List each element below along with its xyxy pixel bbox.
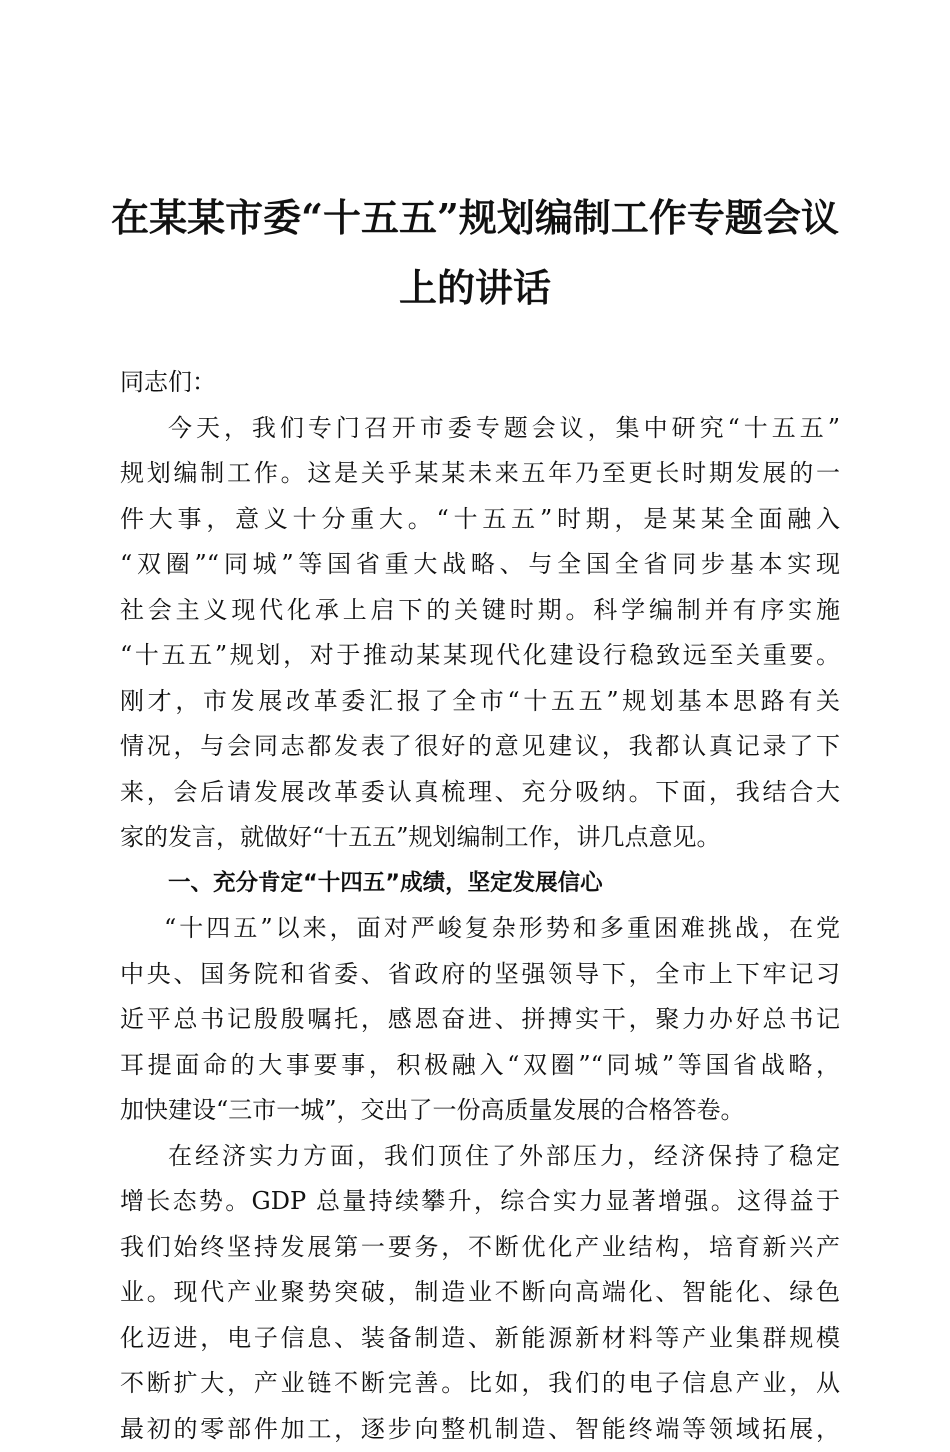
paragraph-2-line: 近平总书记殷殷嘱托，感恩奋进、拼搏实干，聚力办好总书记 (120, 997, 840, 1043)
paragraph-1-line: 家的发言，就做好“十五五”规划编制工作，讲几点意见。 (120, 815, 840, 861)
paragraph-1-line: 今天，我们专门召开市委专题会议，集中研究“十五五” (120, 406, 840, 452)
paragraph-3-line: 业。现代产业聚势突破，制造业不断向高端化、智能化、绿色 (120, 1270, 840, 1316)
paragraph-1-line: 件大事，意义十分重大。“十五五”时期，是某某全面融入 (120, 497, 840, 543)
paragraph-3-line: 我们始终坚持发展第一要务，不断优化产业结构，培育新兴产 (120, 1225, 840, 1271)
paragraph-1-line: 刚才，市发展改革委汇报了全市“十五五”规划基本思路有关 (120, 679, 840, 725)
paragraph-1-line: “十五五”规划，对于推动某某现代化建设行稳致远至关重要。 (120, 633, 840, 679)
greeting: 同志们： (120, 360, 840, 406)
paragraph-1-line: “双圈”“同城”等国省重大战略、与全国全省同步基本实现 (120, 542, 840, 588)
document-title-line-1: 在某某市委“十五五”规划编制工作专题会议 (100, 196, 850, 240)
paragraph-3-line: 化迈进，电子信息、装备制造、新能源新材料等产业集群规模 (120, 1316, 840, 1362)
paragraph-3-line: 不断扩大，产业链不断完善。比如，我们的电子信息产业，从 (120, 1361, 840, 1407)
paragraph-3-line: 在经济实力方面，我们顶住了外部压力，经济保持了稳定 (120, 1134, 840, 1180)
paragraph-1-line: 社会主义现代化承上启下的关键时期。科学编制并有序实施 (120, 588, 840, 634)
paragraph-1-line: 规划编制工作。这是关乎某某未来五年乃至更长时期发展的一 (120, 451, 840, 497)
paragraph-2-line: 中央、国务院和省委、省政府的坚强领导下，全市上下牢记习 (120, 952, 840, 998)
paragraph-3-line: 最初的零部件加工，逐步向整机制造、智能终端等领域拓展， (120, 1407, 840, 1452)
paragraph-2-line: “十四五”以来，面对严峻复杂形势和多重困难挑战，在党 (120, 906, 840, 952)
paragraph-3-line: 增长态势。GDP 总量持续攀升，综合实力显著增强。这得益于 (120, 1179, 840, 1225)
paragraph-2-line: 加快建设“三市一城”，交出了一份高质量发展的合格答卷。 (120, 1088, 840, 1134)
paragraph-2-line: 耳提面命的大事要事，积极融入“双圈”“同城”等国省战略， (120, 1043, 840, 1089)
paragraph-1-line: 情况，与会同志都发表了很好的意见建议，我都认真记录了下 (120, 724, 840, 770)
document-title-line-2: 上的讲话 (100, 266, 850, 310)
document-body (120, 360, 840, 1452)
section-heading-1: 一、充分肯定“十四五”成绩，坚定发展信心 (120, 861, 840, 907)
paragraph-1-line: 来，会后请发展改革委认真梳理、充分吸纳。下面，我结合大 (120, 770, 840, 816)
